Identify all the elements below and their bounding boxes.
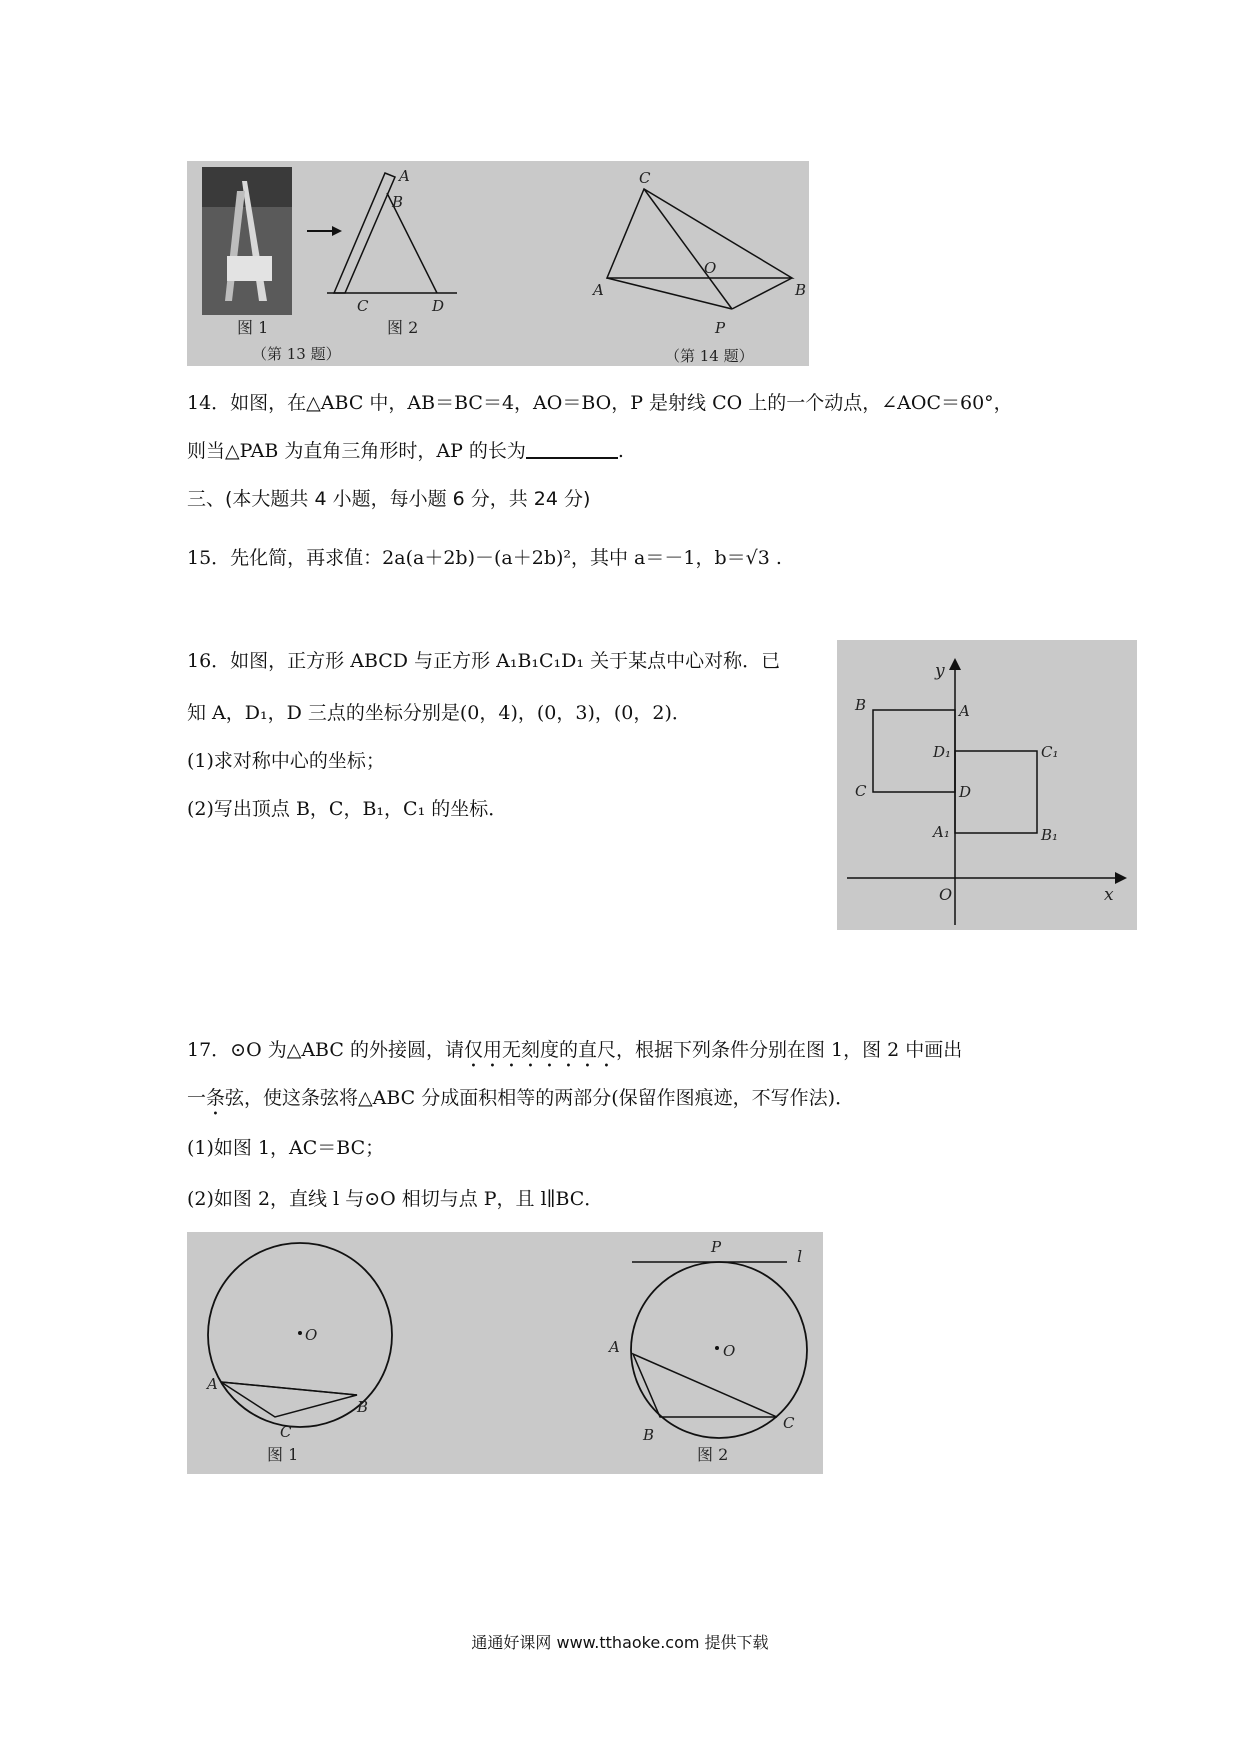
q17-line-1-text-a: 17．⊙O 为△ABC 的外接圆，请 [187,1039,464,1061]
answer-blank[interactable] [526,439,618,459]
q17-line-2 [187,1085,854,1120]
fig1-point-b: B [357,1398,369,1416]
q16-line-2: 知 A，D₁，D 三点的坐标分别是(0，4)，(0，3)，(0，2)． [187,702,691,724]
q14-point-o: O [704,259,717,277]
fig2-point-p: P [711,1238,722,1256]
origin-label: O [939,885,953,904]
graph-point-a: A [959,702,970,720]
x-axis-label: x [1104,885,1114,905]
q16-sub-2: (2)写出顶点 B，C，B₁，C₁ 的坐标． [187,798,508,820]
q15-text: 15．先化简，再求值：2a(a＋2b)－(a＋2b)²，其中 a＝－1，b＝√3 . [187,547,782,569]
q14-point-a: A [593,281,604,299]
figure-q13-q14 [187,161,809,366]
caption-q14: （第 14 题） [665,347,754,365]
q17-emphasis-ruler: 仅用无刻度的直尺 [463,1039,616,1061]
figure-q16-graph [837,640,1137,930]
fig1-label: 图 1 [267,1445,299,1464]
q16-line-1: 16．如图，正方形 ABCD 与正方形 A₁B₁C₁D₁ 关于某点中心对称．已 [187,650,781,672]
fig1-point-a: A [207,1375,218,1393]
fig2-line-l: l [797,1247,803,1266]
fig2-point-b: B [392,193,404,211]
fig2-point-d: D [432,297,445,315]
q17-sub-1: (1)如图 1，AC＝BC； [187,1137,385,1159]
graph-point-c: C [855,782,867,800]
graph-point-c1: C₁ [1041,743,1059,761]
q17-line-1-text-b: ，根据下列条件分别在图 1，图 2 中画出 [615,1039,963,1061]
graph-point-d1: D₁ [933,743,952,761]
fig2-point-c: C [783,1414,795,1432]
section-3-heading: 三、(本大题共 4 小题，每小题 6 分，共 24 分) [187,488,591,510]
q17-sub-2: (2)如图 2，直线 l 与⊙O 相切与点 P，且 l∥BC． [187,1188,604,1210]
fig1-point-o: O [305,1326,318,1344]
triangle-fig2 [633,1354,777,1417]
fig2-point-a: A [399,167,410,185]
q17-emphasis-one: 条 [206,1087,226,1109]
triangle-fig1 [221,1382,357,1417]
fig2-point-c: C [357,297,369,315]
fig1-point-c: C [280,1423,292,1441]
q14-point-p: P [715,319,726,337]
fig2-point-o: O [723,1342,736,1360]
q16-sub-1: (1)求对称中心的坐标； [187,750,385,772]
y-axis-label: y [935,661,945,681]
q14-point-b: B [795,281,807,299]
q17-line-2-text-a: 一 [187,1087,207,1109]
q17-line-2-text-b: 弦，使这条弦将△ABC 分成面积相等的两部分(保留作图痕迹，不写作法)． [225,1087,855,1109]
graph-point-b1: B₁ [1041,826,1059,844]
q14-line-2-text: 则当△PAB 为直角三角形时，AP 的长为 [187,440,526,462]
graph-point-b: B [855,696,867,714]
fig2-label: 图 2 [697,1445,729,1464]
caption-q13: （第 13 题） [252,345,341,363]
fig2-label: 图 2 [387,318,419,337]
q14-point-c: C [639,169,651,187]
page-footer: 通通好课网 www.tthaoke.com 提供下载 [471,1633,769,1652]
fig2-point-b: B [643,1426,655,1444]
graph-point-a1: A₁ [933,823,950,841]
figure-q17 [187,1232,823,1474]
graph-point-d: D [959,783,972,801]
q14-line-1: 14．如图，在△ABC 中，AB＝BC＝4，AO＝BO，P 是射线 CO 上的一个动点，∠AOC＝60°， [187,392,1013,414]
q17-line-1 [187,1037,962,1072]
q14-line-2 [187,438,624,464]
q14-line-2-end: . [617,440,624,462]
fig1-label: 图 1 [237,318,269,337]
fig2-point-a: A [609,1338,620,1356]
